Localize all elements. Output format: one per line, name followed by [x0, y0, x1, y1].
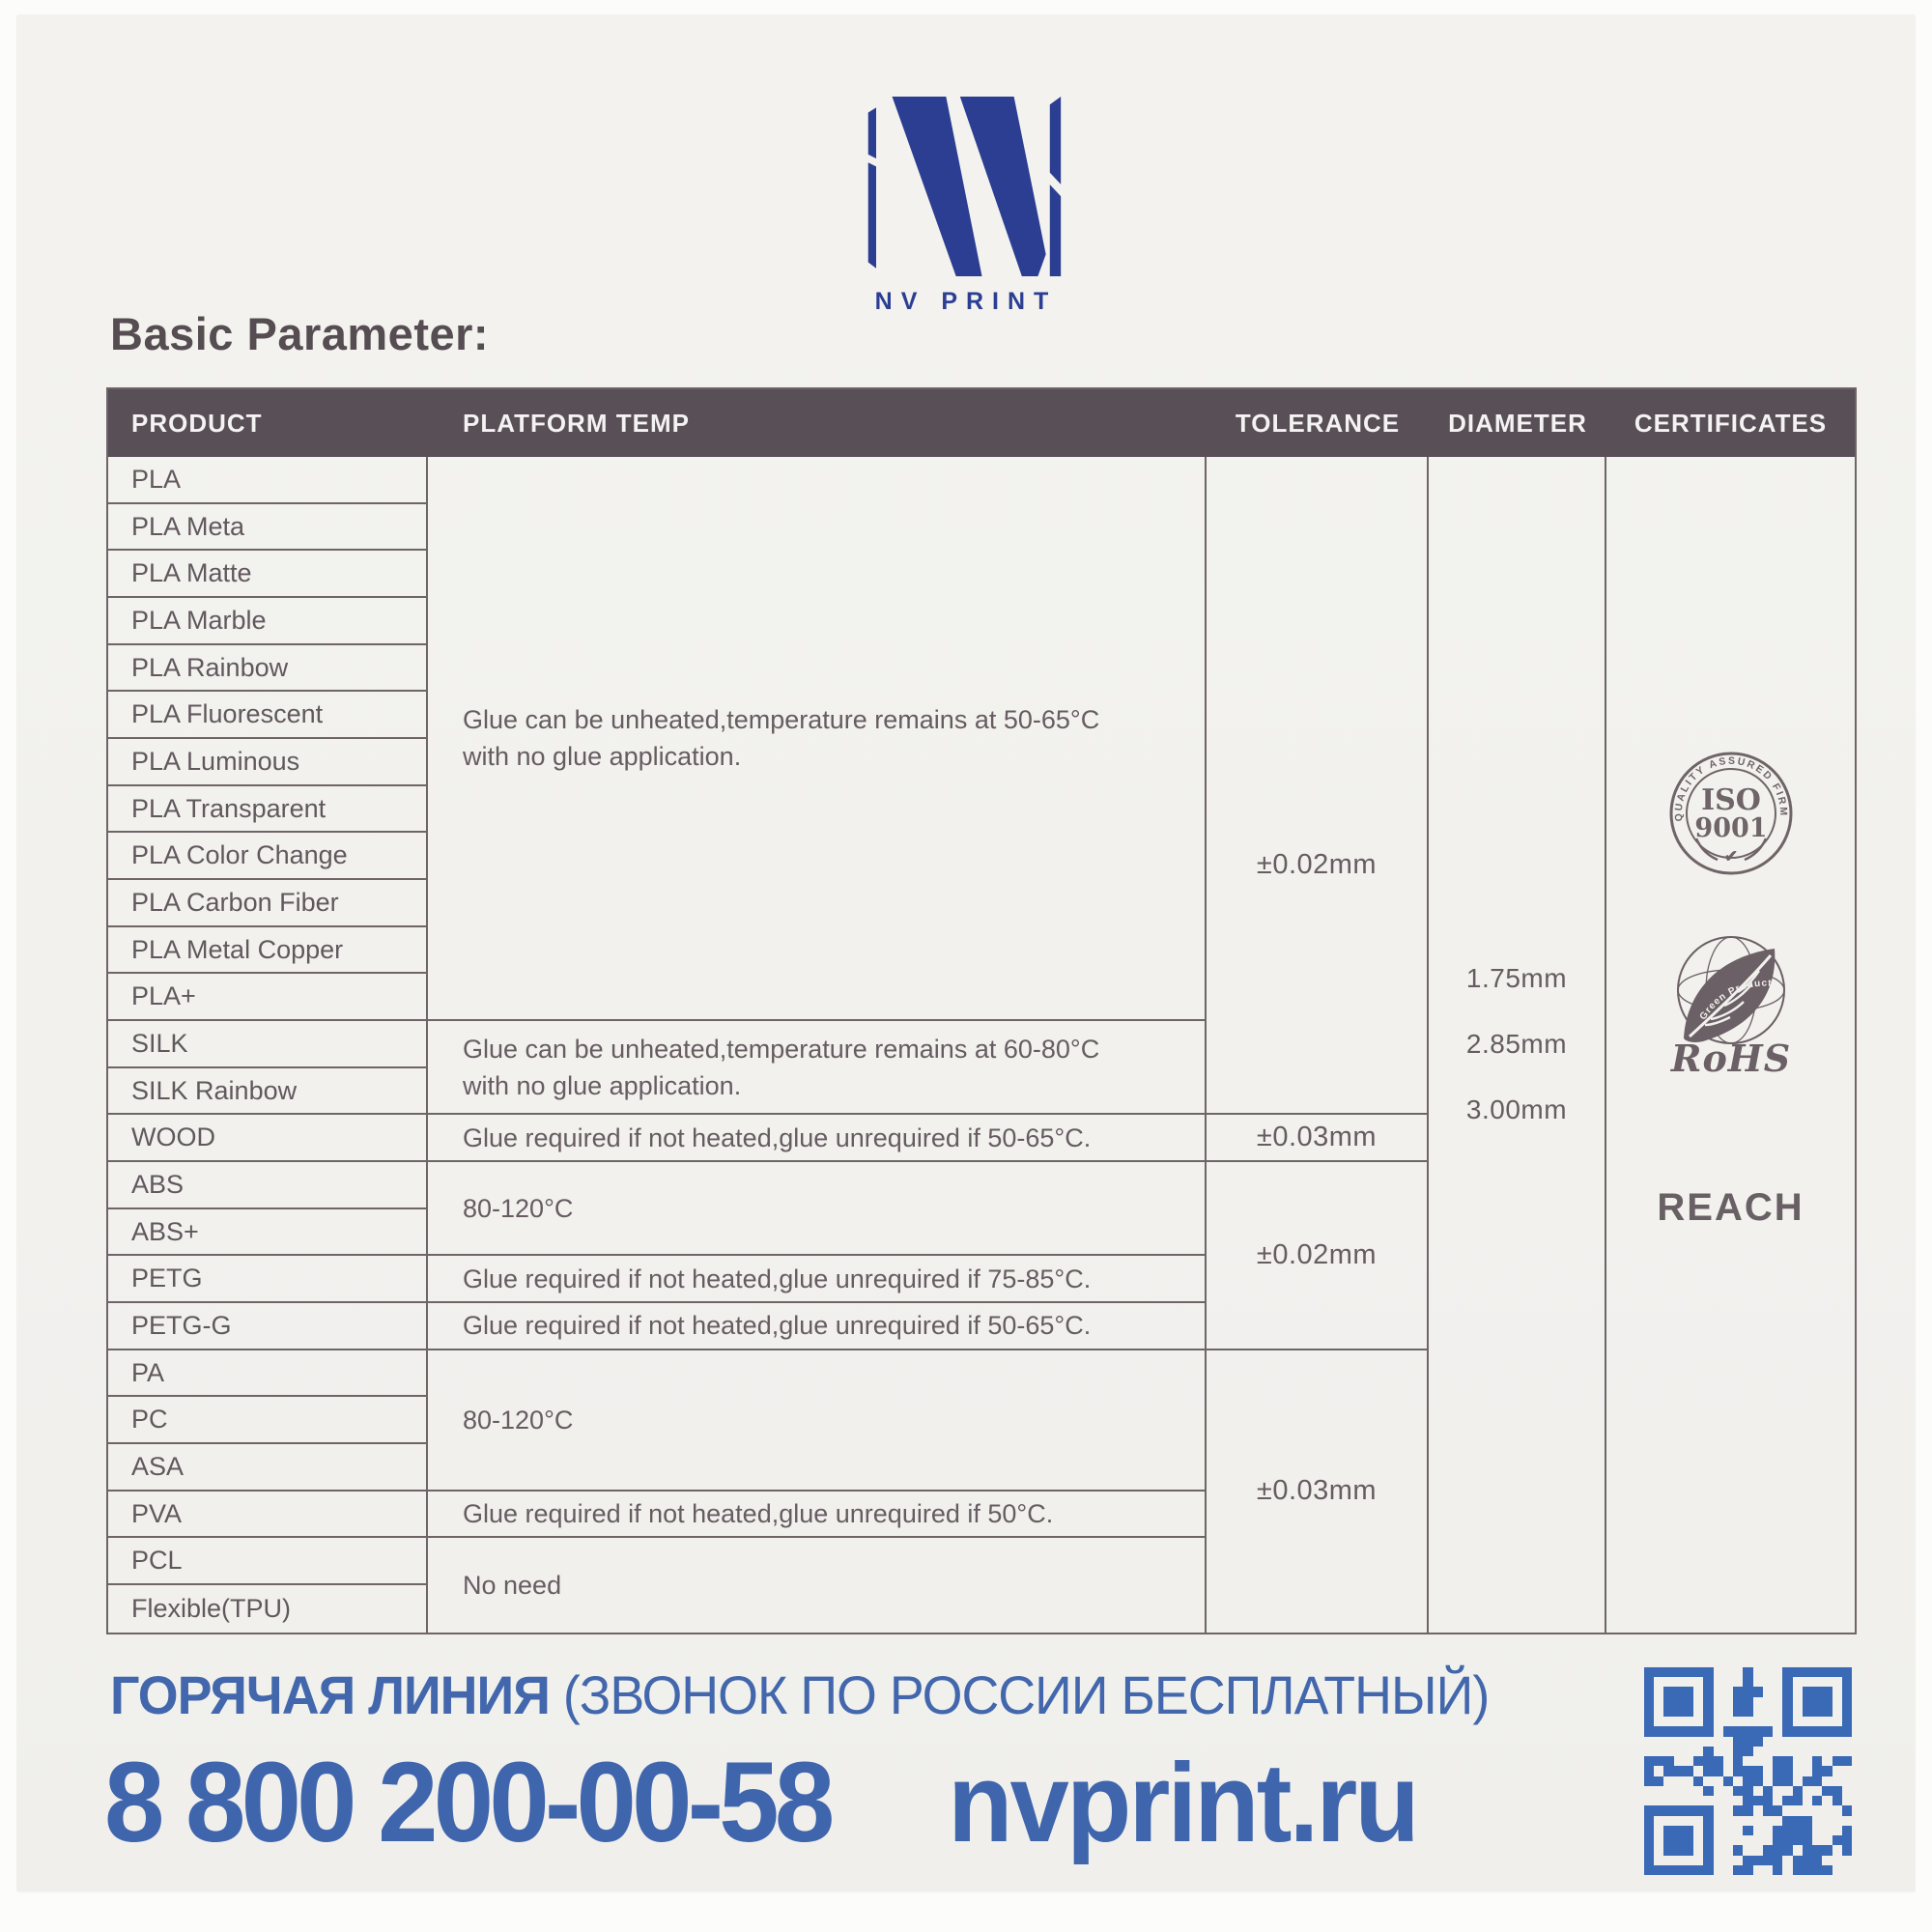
product-name: Flexible(TPU) — [131, 1593, 292, 1623]
product-name: PETG-G — [131, 1310, 232, 1340]
product-row — [108, 692, 428, 739]
platform-temp-text: with no glue application. — [463, 1070, 742, 1100]
product-row — [108, 504, 428, 552]
product-row — [108, 1068, 428, 1116]
product-row — [108, 1115, 428, 1162]
platform-temp-text: No need — [463, 1571, 562, 1601]
product-name: PLA Rainbow — [131, 652, 289, 682]
tolerance-value: ±0.02mm — [1256, 1238, 1378, 1270]
contact-row — [104, 1737, 1536, 1868]
product-name: PVA — [131, 1498, 183, 1528]
platform-temp-cell — [428, 1115, 1207, 1162]
platform-temp-text: Glue required if not heated,glue unrequired if 50-65°C. — [463, 1122, 1092, 1152]
product-name: PETG — [131, 1264, 203, 1293]
hotline-rest: (ЗВОНОК ПО РОССИИ БЕСПЛАТНЫЙ) — [562, 1664, 1490, 1725]
product-name: ABS — [131, 1169, 185, 1199]
product-row — [108, 551, 428, 598]
phone-number: 8 800 200-00-58 — [104, 1739, 831, 1866]
platform-temp-cell — [428, 1021, 1207, 1115]
product-row — [108, 1021, 428, 1068]
qr-code — [1644, 1667, 1852, 1875]
platform-temp-text: Glue can be unheated,temperature remains at 60-80°C — [463, 1034, 1100, 1064]
page-title: Basic Parameter: — [110, 308, 490, 359]
product-row — [108, 1538, 428, 1585]
product-name: PA — [131, 1357, 165, 1387]
product-name: SILK Rainbow — [131, 1075, 298, 1105]
product-name: PLA — [131, 464, 182, 494]
diameter-value: 3.00mm — [1465, 1094, 1568, 1125]
svg-text:9001: 9001 — [1693, 813, 1768, 843]
platform-temp-cell — [428, 1256, 1207, 1303]
product-name: WOOD — [131, 1122, 215, 1152]
nv-logo-icon — [864, 97, 1068, 276]
platform-temp-cell — [428, 1492, 1207, 1539]
product-row — [108, 1444, 428, 1492]
product-name: PCL — [131, 1546, 183, 1576]
column-header-diameter: DIAMETER — [1429, 389, 1606, 457]
column-header-platform-temp: PLATFORM TEMP — [428, 389, 1207, 457]
reach-label: REACH — [1657, 1186, 1804, 1229]
product-name: PLA Matte — [131, 558, 252, 588]
tolerance-cell — [1207, 1115, 1429, 1162]
diameter-value: 2.85mm — [1465, 1029, 1568, 1060]
tolerance-value: ±0.02mm — [1256, 849, 1378, 881]
diameter-cell — [1429, 457, 1606, 1633]
label-face — [17, 15, 1915, 1891]
product-row — [108, 1303, 428, 1350]
platform-temp-text: Glue required if not heated,glue unrequired if 75-85°C. — [463, 1264, 1092, 1293]
product-row — [108, 1585, 428, 1633]
diameter-value: 1.75mm — [1465, 963, 1568, 994]
product-row — [108, 1350, 428, 1398]
product-row — [108, 457, 428, 504]
product-row — [108, 1256, 428, 1303]
tolerance-cell — [1207, 457, 1429, 1115]
product-name: PLA+ — [131, 981, 196, 1011]
tolerance-value: ±0.03mm — [1256, 1122, 1378, 1153]
platform-temp-text: 80-120°C — [463, 1405, 574, 1435]
tolerance-cell — [1207, 1162, 1429, 1350]
svg-text:ISO: ISO — [1700, 783, 1761, 817]
platform-temp-text: Glue required if not heated,glue unrequired if 50°C. — [463, 1499, 1054, 1529]
platform-temp-cell — [428, 1162, 1207, 1256]
platform-temp-cell — [428, 1350, 1207, 1492]
svg-text:QUALITY ASSURED FIRM: QUALITY ASSURED FIRM — [1672, 754, 1789, 822]
product-name: SILK — [131, 1028, 188, 1058]
product-row — [108, 645, 428, 693]
svg-text:RoHS: RoHS — [1670, 1037, 1791, 1079]
product-row — [108, 833, 428, 880]
product-row — [108, 974, 428, 1021]
product-name: PLA Metal Copper — [131, 934, 344, 964]
rohs-badge-icon — [1655, 932, 1807, 1079]
platform-temp-text: Glue required if not heated,glue unrequired if 50-65°C. — [463, 1311, 1092, 1341]
product-row — [108, 880, 428, 927]
product-name: PLA Luminous — [131, 746, 300, 776]
product-row — [108, 739, 428, 786]
product-name: PLA Fluorescent — [131, 699, 324, 729]
column-header-tolerance: TOLERANCE — [1207, 389, 1429, 457]
product-row — [108, 598, 428, 645]
certificates-cell — [1606, 457, 1855, 1633]
product-name: PLA Marble — [131, 605, 267, 635]
tolerance-value: ±0.03mm — [1256, 1475, 1378, 1507]
iso-9001-badge-icon — [1667, 750, 1795, 877]
product-name: PLA Carbon Fiber — [131, 887, 339, 917]
platform-temp-text: 80-120°C — [463, 1193, 574, 1223]
platform-temp-text: Glue can be unheated,temperature remains at 50-65°C — [463, 705, 1100, 735]
platform-temp-cell — [428, 1538, 1207, 1632]
product-row — [108, 1209, 428, 1257]
parameter-table — [106, 387, 1857, 1634]
brand-name: NV PRINT — [874, 288, 1058, 315]
website-url: nvprint.ru — [948, 1740, 1417, 1865]
hotline-line — [110, 1663, 1501, 1726]
product-name: ABS+ — [131, 1216, 199, 1246]
platform-temp-cell — [428, 457, 1207, 1021]
product-name: PC — [131, 1405, 168, 1435]
product-name: PLA Transparent — [131, 793, 327, 823]
platform-temp-cell — [428, 1303, 1207, 1350]
platform-temp-text: with no glue application. — [463, 742, 742, 772]
product-row — [108, 1397, 428, 1444]
tolerance-cell — [1207, 1350, 1429, 1633]
product-row — [108, 786, 428, 834]
product-row — [108, 927, 428, 975]
svg-text:✔: ✔ — [1723, 847, 1738, 866]
svg-text:Green Product: Green Product — [1697, 978, 1773, 1022]
product-name: PLA Meta — [131, 511, 245, 541]
brand-logo — [17, 97, 1915, 316]
product-row — [108, 1492, 428, 1539]
column-header-product: PRODUCT — [108, 389, 428, 457]
product-name: ASA — [131, 1451, 185, 1481]
hotline-bold: ГОРЯЧАЯ ЛИНИЯ — [110, 1664, 563, 1725]
product-row — [108, 1162, 428, 1209]
product-name: PLA Color Change — [131, 840, 348, 870]
column-header-certificates: CERTIFICATES — [1606, 389, 1855, 457]
